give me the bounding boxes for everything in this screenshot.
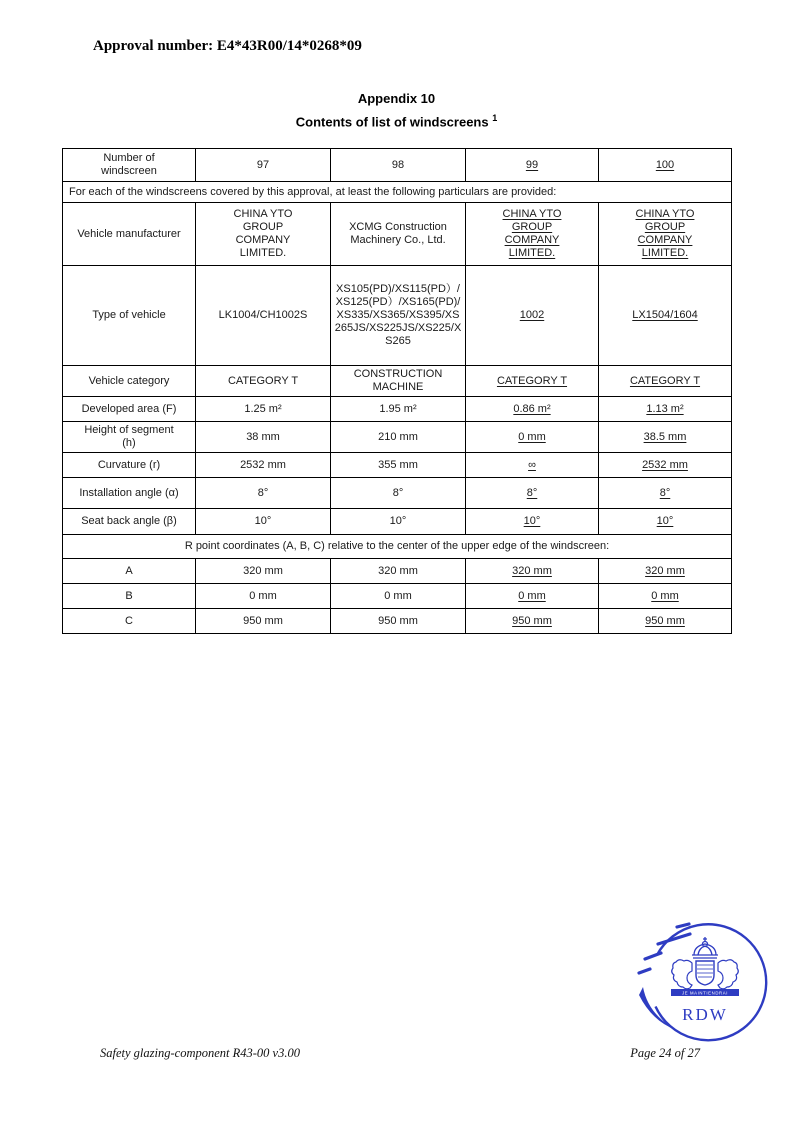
r-point-header-row <box>63 535 732 559</box>
value-cell: 8° <box>599 478 732 509</box>
row-label-cell: Installation angle (α) <box>63 478 196 509</box>
value-cell: CATEGORY T <box>599 366 732 397</box>
intro-cell: For each of the windscreens covered by this approval, at least the following particulars are provided: <box>63 182 732 203</box>
value-cell: 10° <box>331 509 466 535</box>
crown-icon <box>692 937 718 958</box>
windscreens-table-wrap <box>62 148 732 634</box>
r-point-header-cell: R point coordinates (A, B, C) relative to the center of the upper edge of the windscreen: <box>63 535 732 559</box>
footer-document-version: Safety glazing-component R43-00 v3.00 <box>100 1046 300 1060</box>
table-header-row <box>63 149 732 182</box>
value-cell: 320 mm <box>599 559 732 584</box>
value-cell: LK1004/CH1002S <box>196 266 331 366</box>
value-cell: 2532 mm <box>599 453 732 478</box>
table-row <box>63 453 732 478</box>
table-row <box>63 584 732 609</box>
value-cell: 1002 <box>466 266 599 366</box>
value-cell: 950 mm <box>466 609 599 634</box>
row-label-cell: Type of vehicle <box>63 266 196 366</box>
value-cell: 320 mm <box>331 559 466 584</box>
value-cell: CONSTRUCTION MACHINE <box>331 366 466 397</box>
footer-page-number: Page 24 of 27 <box>630 1046 700 1060</box>
value-cell: 1.25 m² <box>196 397 331 422</box>
value-cell: CHINA YTO GROUP COMPANY LIMITED. <box>599 203 732 266</box>
appendix-title: Appendix 10 <box>357 91 436 106</box>
motto-banner <box>671 989 739 996</box>
row-label-cell: Number of windscreen <box>63 149 196 182</box>
left-lion-icon <box>672 960 692 989</box>
row-label-cell: C <box>63 609 196 634</box>
value-cell: CHINA YTO GROUP COMPANY LIMITED. <box>196 203 331 266</box>
value-cell: CHINA YTO GROUP COMPANY LIMITED. <box>466 203 599 266</box>
value-cell: 320 mm <box>466 559 599 584</box>
value-cell: CATEGORY T <box>466 366 599 397</box>
value-cell: 0 mm <box>466 584 599 609</box>
value-cell: 320 mm <box>196 559 331 584</box>
row-label-cell: Developed area (F) <box>63 397 196 422</box>
column-header-cell: 98 <box>331 149 466 182</box>
table-row <box>63 422 732 453</box>
column-header-cell: 99 <box>466 149 599 182</box>
row-label-cell: A <box>63 559 196 584</box>
column-header-cell: 97 <box>196 149 331 182</box>
right-lion-icon <box>718 960 738 989</box>
row-label-cell: B <box>63 584 196 609</box>
value-cell: 1.13 m² <box>599 397 732 422</box>
value-cell: 10° <box>599 509 732 535</box>
value-cell: 950 mm <box>599 609 732 634</box>
value-cell: 355 mm <box>331 453 466 478</box>
rdw-stamp-graphic <box>630 915 780 1050</box>
value-cell: CATEGORY T <box>196 366 331 397</box>
value-cell: 10° <box>196 509 331 535</box>
windscreens-table <box>62 148 732 634</box>
value-cell: XS105(PD)/XS115(PD）/XS125(PD）/XS165(PD)/XS335/XS365/XS395/XS265JS/XS225JS/XS225/XS265 <box>331 266 466 366</box>
row-label-cell: Vehicle category <box>63 366 196 397</box>
value-cell: 8° <box>466 478 599 509</box>
shield-icon <box>696 961 714 985</box>
value-cell: 8° <box>331 478 466 509</box>
value-cell: 10° <box>466 509 599 535</box>
motto-text: JE MAINTIENDRAI <box>681 990 729 996</box>
value-cell: 0 mm <box>331 584 466 609</box>
approval-number: Approval number: E4*43R00/14*0268*09 <box>93 38 362 54</box>
value-cell: LX1504/1604 <box>599 266 732 366</box>
value-cell: 1.95 m² <box>331 397 466 422</box>
row-label-cell: Curvature (r) <box>63 453 196 478</box>
table-row <box>63 266 732 366</box>
value-cell: 950 mm <box>196 609 331 634</box>
table-row <box>63 366 732 397</box>
value-cell: ∞ <box>466 453 599 478</box>
page-title: Contents of list of windscreens $^1$ <box>295 113 498 130</box>
value-cell: 0 mm <box>599 584 732 609</box>
row-label-cell: Seat back angle (β) <box>63 509 196 535</box>
rdw-text: RDW <box>682 1005 728 1024</box>
table-row <box>63 509 732 535</box>
table-row <box>63 609 732 634</box>
rdw-stamp <box>630 915 780 1050</box>
row-label-cell: Height of segment (h) <box>63 422 196 453</box>
value-cell: 0 mm <box>196 584 331 609</box>
value-cell: 950 mm <box>331 609 466 634</box>
table-row <box>63 203 732 266</box>
column-header-cell: 100 <box>599 149 732 182</box>
table-row <box>63 397 732 422</box>
value-cell: 8° <box>196 478 331 509</box>
table-row <box>63 559 732 584</box>
value-cell: XCMG Construction Machinery Co., Ltd. <box>331 203 466 266</box>
value-cell: 0.86 m² <box>466 397 599 422</box>
value-cell: 210 mm <box>331 422 466 453</box>
value-cell: 38.5 mm <box>599 422 732 453</box>
intro-row <box>63 182 732 203</box>
value-cell: 0 mm <box>466 422 599 453</box>
value-cell: 38 mm <box>196 422 331 453</box>
row-label-cell: Vehicle manufacturer <box>63 203 196 266</box>
value-cell: 2532 mm <box>196 453 331 478</box>
footnote-marker: 1 <box>492 113 498 123</box>
table-row <box>63 478 732 509</box>
